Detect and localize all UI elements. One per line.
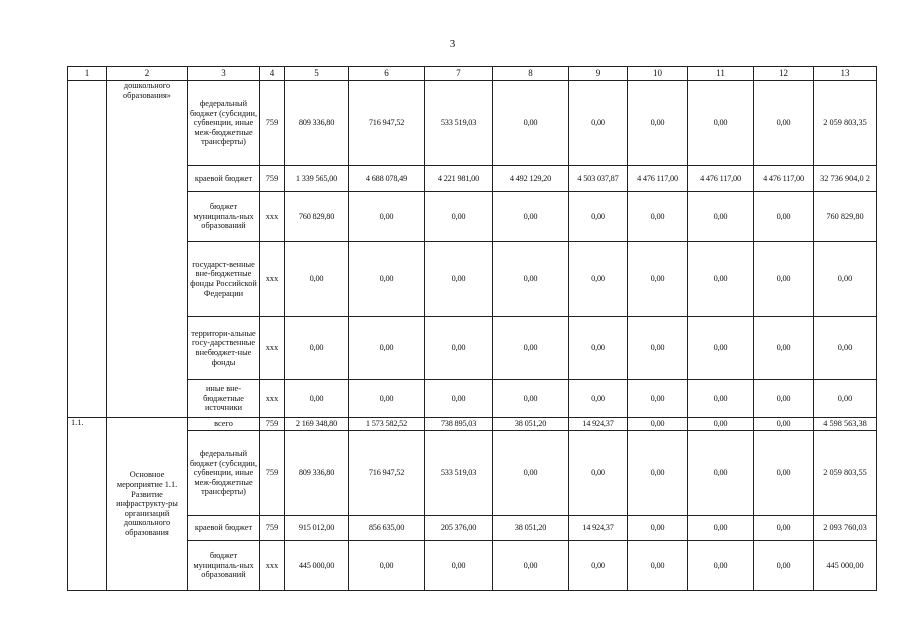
value-cell: 4 221 981,00 [425,166,493,192]
value-cell: 0,00 [425,317,493,380]
value-cell: 0,00 [754,516,814,541]
code-cell: 759 [260,516,285,541]
header-cell: 9 [569,67,628,81]
source-cell: краевой бюджет [188,166,260,192]
value-cell: 533 519,03 [425,81,493,166]
value-cell: 0,00 [349,541,425,591]
value-cell: 0,00 [688,242,754,317]
source-cell: федеральный бюджет (субсидии, субвенции, иные меж-бюджетные трансферты) [188,431,260,516]
header-cell: 6 [349,67,425,81]
table-row [68,166,877,192]
value-cell: 0,00 [688,541,754,591]
section-number-cell: 1.1. [68,418,107,591]
header-cell: 12 [754,67,814,81]
header-cell: 2 [107,67,188,81]
total-cell: 2 093 760,03 [814,516,877,541]
table-row [68,81,877,166]
total-cell: 445 000,00 [814,541,877,591]
code-cell: ххх [260,192,285,242]
table-row [68,380,877,418]
table-row [68,192,877,242]
value-cell: 14 924,37 [569,418,628,431]
value-cell: 0,00 [688,81,754,166]
header-cell: 8 [493,67,569,81]
total-cell: 32 736 904,0 2 [814,166,877,192]
value-cell: 0,00 [628,317,688,380]
source-cell: бюджет муниципаль-ных образований [188,192,260,242]
value-cell: 0,00 [349,192,425,242]
code-cell: 759 [260,166,285,192]
value-cell: 760 829,80 [285,192,349,242]
table-row [68,541,877,591]
value-cell: 716 947,52 [349,81,425,166]
value-cell: 14 924,37 [569,516,628,541]
value-cell: 0,00 [285,380,349,418]
code-cell: ххх [260,242,285,317]
value-cell: 809 336,80 [285,81,349,166]
source-cell: иные вне-бюджетные источники [188,380,260,418]
value-cell: 0,00 [493,317,569,380]
total-cell: 2 059 803,55 [814,431,877,516]
value-cell: 0,00 [569,192,628,242]
code-cell: ххх [260,380,285,418]
code-cell: ххх [260,541,285,591]
value-cell: 0,00 [425,192,493,242]
source-cell: краевой бюджет [188,516,260,541]
value-cell: 0,00 [628,242,688,317]
value-cell: 0,00 [569,380,628,418]
header-cell: 5 [285,67,349,81]
table-row [68,317,877,380]
value-cell: 0,00 [628,418,688,431]
value-cell: 0,00 [628,81,688,166]
code-cell: 759 [260,418,285,431]
value-cell: 0,00 [493,242,569,317]
total-cell: 0,00 [814,317,877,380]
source-cell: территори-альные госу-дарственные внебюджет-ные фонды [188,317,260,380]
total-cell: 2 059 803,35 [814,81,877,166]
header-cell: 1 [68,67,107,81]
value-cell: 0,00 [754,192,814,242]
table-row [68,516,877,541]
value-cell: 4 476 117,00 [688,166,754,192]
header-cell: 10 [628,67,688,81]
value-cell: 0,00 [688,380,754,418]
value-cell: 0,00 [493,431,569,516]
page-number: 3 [449,38,456,50]
code-cell: 759 [260,431,285,516]
value-cell: 0,00 [569,431,628,516]
value-cell: 2 169 348,80 [285,418,349,431]
value-cell: 205 376,00 [425,516,493,541]
value-cell: 0,00 [493,380,569,418]
value-cell: 0,00 [628,380,688,418]
value-cell: 0,00 [493,541,569,591]
value-cell: 856 635,00 [349,516,425,541]
code-cell: ххх [260,317,285,380]
value-cell: 0,00 [754,317,814,380]
table-row [68,431,877,516]
source-cell: федеральный бюджет (субсидии, субвенции, иные меж-бюджетные трансферты) [188,81,260,166]
value-cell: 0,00 [754,380,814,418]
code-cell: 759 [260,81,285,166]
value-cell: 0,00 [569,317,628,380]
value-cell: 0,00 [425,380,493,418]
value-cell: 0,00 [688,431,754,516]
value-cell: 0,00 [628,516,688,541]
value-cell: 0,00 [628,541,688,591]
value-cell: 0,00 [688,516,754,541]
value-cell: 1 339 565,00 [285,166,349,192]
header-cell: 11 [688,67,754,81]
value-cell: 0,00 [285,317,349,380]
source-cell: всего [188,418,260,431]
value-cell: 0,00 [493,81,569,166]
action-name-cell: Основное мероприятие 1.1. Развитие инфраструкту-ры организаций дошкольного образования [107,418,188,591]
value-cell: 1 573 582,52 [349,418,425,431]
table-row [68,242,877,317]
value-cell: 4 492 129,20 [493,166,569,192]
header-cell: 3 [188,67,260,81]
value-cell: 4 476 117,00 [754,166,814,192]
value-cell: 0,00 [569,242,628,317]
value-cell: 4 688 078,49 [349,166,425,192]
source-cell: бюджет муниципаль-ных образований [188,541,260,591]
value-cell: 4 503 037,87 [569,166,628,192]
value-cell: 0,00 [754,541,814,591]
program-name-cell: дошкольного образования» [107,81,188,418]
total-cell: 0,00 [814,242,877,317]
header-cell: 13 [814,67,877,81]
value-cell: 533 519,03 [425,431,493,516]
value-cell: 0,00 [754,242,814,317]
value-cell: 0,00 [754,418,814,431]
number-cell [68,81,107,418]
value-cell: 0,00 [569,541,628,591]
value-cell: 0,00 [688,192,754,242]
value-cell: 0,00 [349,380,425,418]
value-cell: 915 012,00 [285,516,349,541]
total-cell: 4 598 563,38 [814,418,877,431]
total-cell: 760 829,80 [814,192,877,242]
value-cell: 0,00 [285,242,349,317]
value-cell: 0,00 [688,418,754,431]
header-cell: 4 [260,67,285,81]
value-cell: 738 895,03 [425,418,493,431]
source-cell: государст-венные вне-бюджетные фонды Российской Федерации [188,242,260,317]
value-cell: 38 051,20 [493,418,569,431]
header-row [68,67,877,81]
value-cell: 0,00 [425,242,493,317]
budget-table [67,66,877,591]
value-cell: 0,00 [688,317,754,380]
value-cell: 4 476 117,00 [628,166,688,192]
value-cell: 0,00 [754,81,814,166]
value-cell: 445 000,00 [285,541,349,591]
value-cell: 0,00 [628,192,688,242]
table-row [68,418,877,431]
header-cell: 7 [425,67,493,81]
value-cell: 0,00 [425,541,493,591]
value-cell: 0,00 [493,192,569,242]
value-cell: 0,00 [349,242,425,317]
value-cell: 809 336,80 [285,431,349,516]
value-cell: 38 051,20 [493,516,569,541]
value-cell: 0,00 [754,431,814,516]
value-cell: 0,00 [569,81,628,166]
value-cell: 716 947,52 [349,431,425,516]
value-cell: 0,00 [628,431,688,516]
value-cell: 0,00 [349,317,425,380]
total-cell: 0,00 [814,380,877,418]
